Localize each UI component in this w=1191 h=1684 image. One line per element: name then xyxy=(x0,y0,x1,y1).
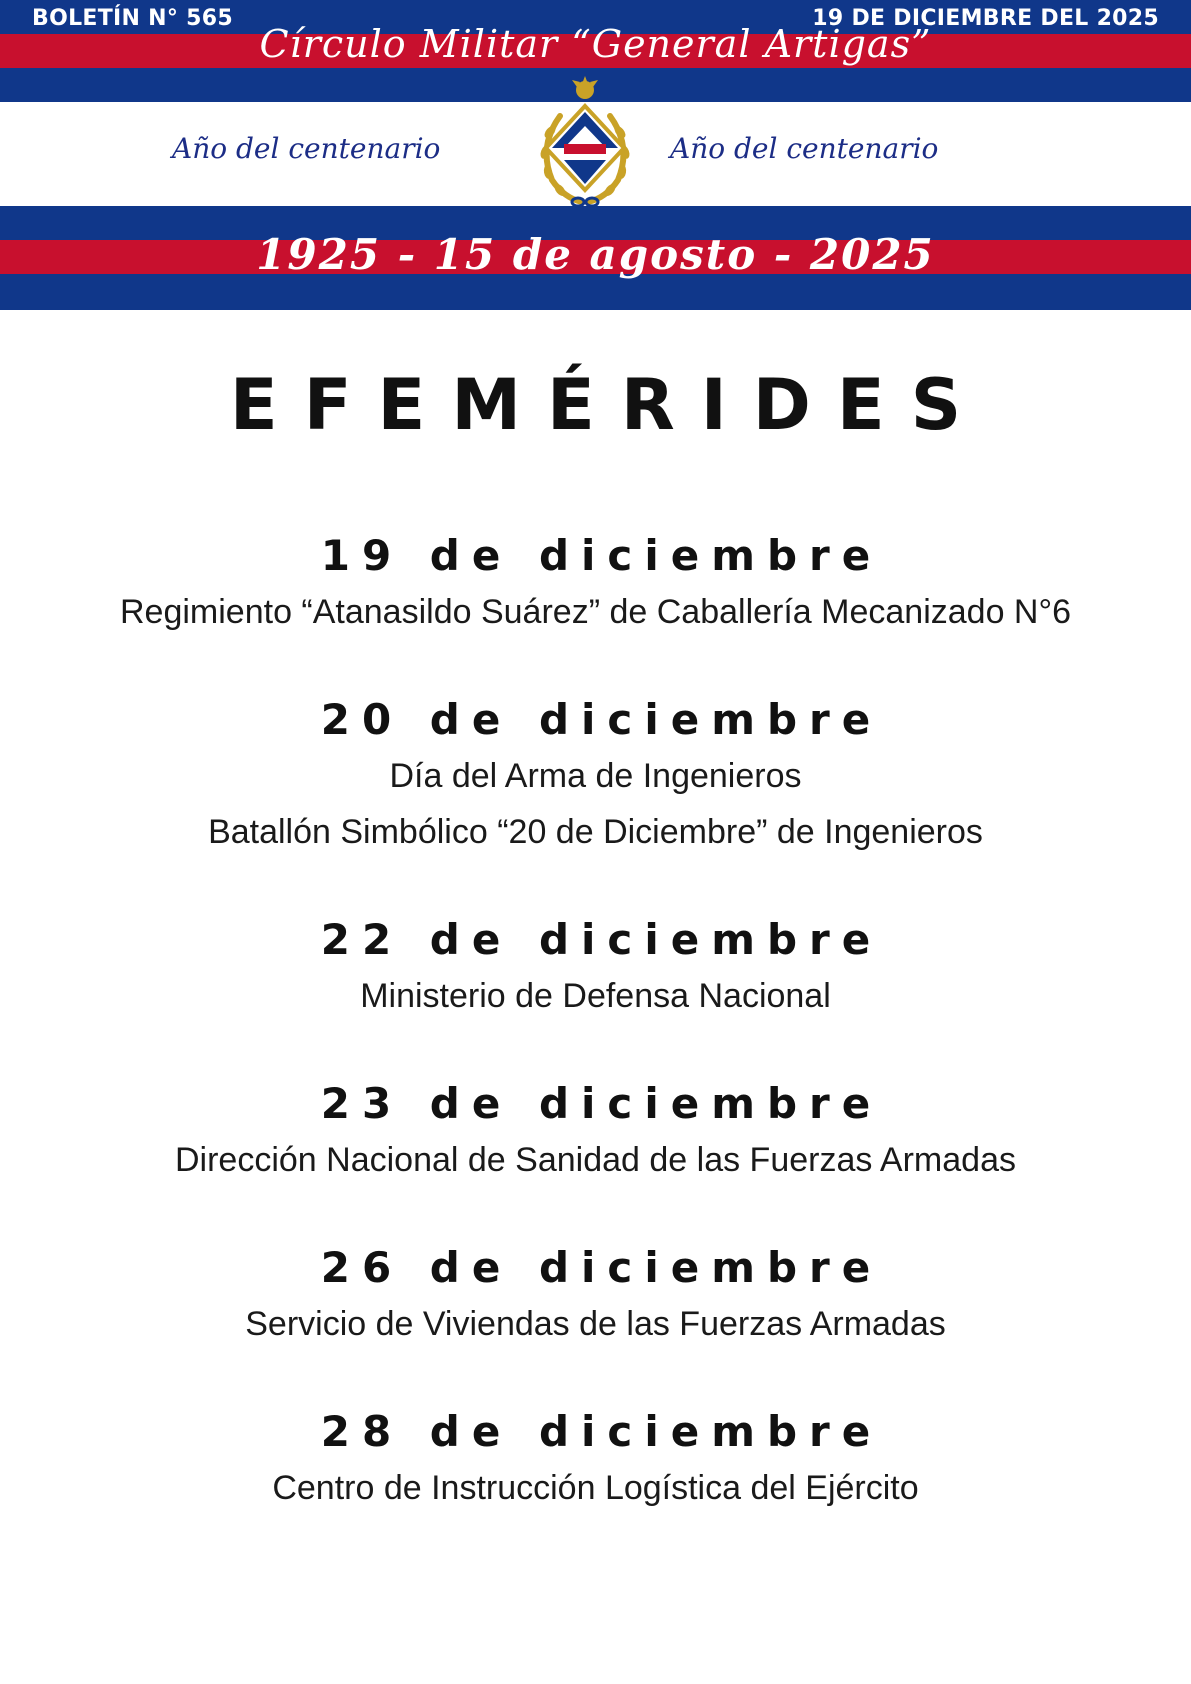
entry-description: Día del Arma de Ingenieros xyxy=(389,757,802,795)
entry-date: 28 de diciembre xyxy=(320,1407,883,1456)
entry-description: Dirección Nacional de Sanidad de las Fuerzas Armadas xyxy=(174,1141,1016,1179)
entry-description: Regimiento “Atanasildo Suárez” de Caballería Mecanizado N°6 xyxy=(120,593,1071,631)
centenary-years: 1925 - 15 de agosto - 2025 xyxy=(256,230,935,279)
bulletin-number: BOLETÍN N° 565 xyxy=(32,6,233,31)
entry-date: 20 de diciembre xyxy=(320,695,883,744)
entry-description: Centro de Instrucción Logística del Ejército xyxy=(272,1469,919,1507)
centenary-label-right: Año del centenario xyxy=(670,132,939,165)
page-title: EFEMÉRIDES xyxy=(229,364,988,446)
entry-description: Batallón Simbólico “20 de Diciembre” de Ingenieros xyxy=(208,813,983,851)
entry-date: 23 de diciembre xyxy=(320,1079,883,1128)
ephemeris-entry xyxy=(0,1404,1191,1516)
entry-date: 22 de diciembre xyxy=(320,915,883,964)
ephemeris-entry xyxy=(0,528,1191,640)
entry-description: Ministerio de Defensa Nacional xyxy=(360,977,831,1015)
club-emblem-icon xyxy=(520,76,650,210)
entry-date: 19 de diciembre xyxy=(320,531,883,580)
ephemeris-entry xyxy=(0,692,1191,860)
club-name: Círculo Militar “General Artigas” xyxy=(259,22,932,66)
bulletin-date: 19 DE DICIEMBRE DEL 2025 xyxy=(812,6,1159,31)
ephemeris-entry xyxy=(0,912,1191,1024)
header-banner xyxy=(0,0,1191,310)
centenary-label-left: Año del centenario xyxy=(172,132,441,165)
ephemerides-list xyxy=(0,528,1191,1568)
ephemeris-entry xyxy=(0,1076,1191,1188)
entry-description: Servicio de Viviendas de las Fuerzas Armadas xyxy=(245,1305,946,1343)
entry-date: 26 de diciembre xyxy=(320,1243,883,1292)
ephemeris-entry xyxy=(0,1240,1191,1352)
stripe-blue xyxy=(0,274,1191,310)
